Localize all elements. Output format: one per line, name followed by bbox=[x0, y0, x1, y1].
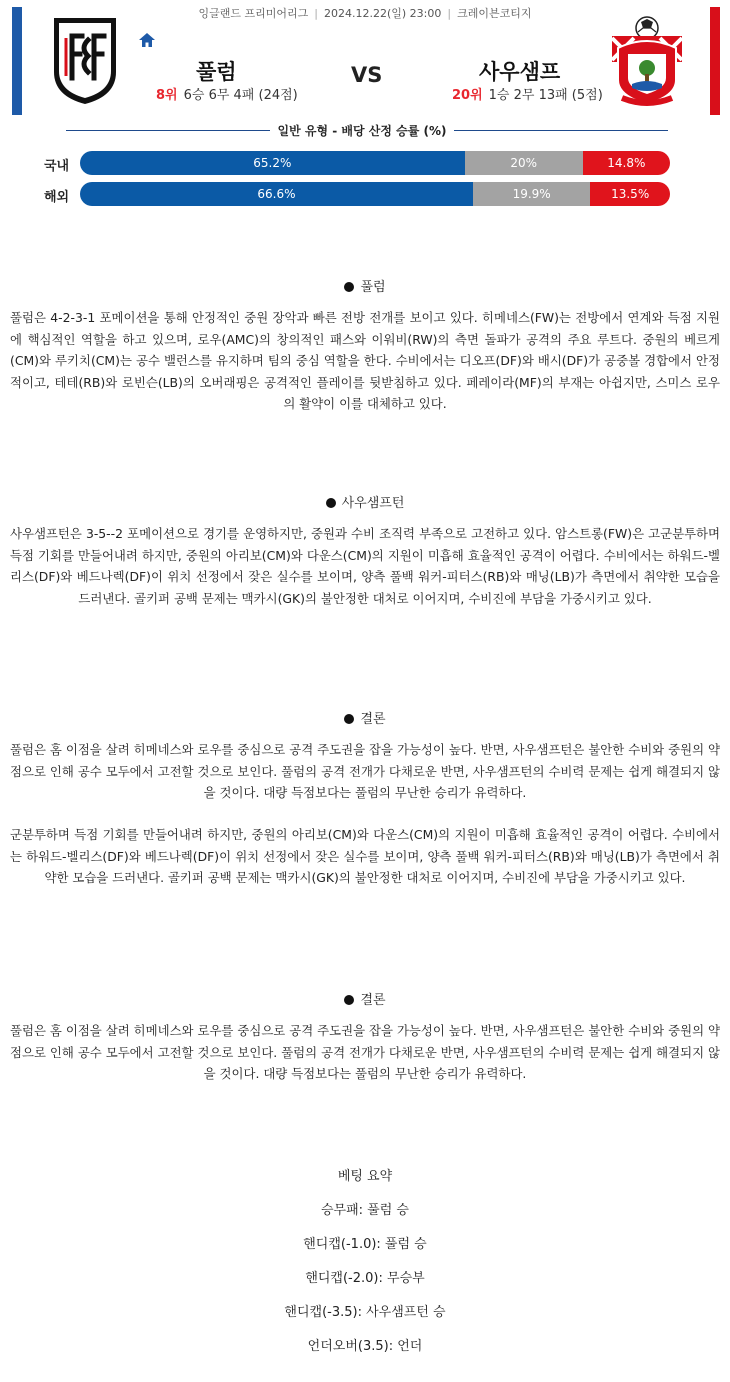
match-datetime: 2024.12.22(일) 23:00 bbox=[323, 7, 442, 20]
overseas-lose-segment: 13.5% bbox=[590, 182, 670, 206]
away-team-stats: 1승 2무 13패 (5점) bbox=[488, 88, 603, 103]
domestic-win-segment: 65.2% bbox=[80, 151, 465, 175]
home-analysis-heading: 풀럼 bbox=[0, 276, 730, 295]
betting-summary-item: 승무패: 풀럼 승 bbox=[321, 1203, 409, 1218]
overseas-win-segment: 66.6% bbox=[80, 182, 473, 206]
conclusion-heading-2: 결론 bbox=[0, 989, 730, 1008]
vs-label: VS bbox=[351, 63, 383, 87]
overseas-rate-row bbox=[0, 181, 730, 207]
conclusion-text-2: 풀럼은 홈 이점을 살려 히메네스와 로우를 중심으로 공격 주도권을 잡을 가능성이 높다. 반면, 사우샘프턴은 불안한 수비와 중원의 약점으로 인해 공수 모두에서 고전할 것으로 보인다. 풀럼의 공격 전개가 다채로운 반면, 사우샘프턴의 수비력 문제는 쉽게 해결되지 않을 것이다. 대량 득점보다는 풀럼의 무난한 승리가 유력하다. bbox=[10, 1023, 720, 1081]
domestic-rate-label: 국내 bbox=[44, 159, 70, 174]
home-team-rank: 8위 bbox=[156, 88, 178, 103]
overseas-rate-label: 해외 bbox=[44, 190, 70, 205]
domestic-rate-row bbox=[0, 150, 730, 176]
match-venue: 크레이븐코티지 bbox=[457, 7, 532, 20]
rate-title: 일반 유형 - 배당 산정 승률 (%) bbox=[277, 124, 447, 138]
fulham-crest-icon bbox=[50, 14, 120, 106]
home-team-name: 풀럼 bbox=[196, 60, 237, 84]
away-team-rank: 20위 bbox=[452, 88, 483, 103]
domestic-lose-segment: 14.8% bbox=[583, 151, 670, 175]
conclusion-heading: 결론 bbox=[0, 708, 730, 727]
away-accent-bar bbox=[710, 7, 720, 115]
domestic-draw-segment: 20% bbox=[465, 151, 583, 175]
overseas-rate-bar bbox=[80, 182, 670, 206]
betting-summary-item: 핸디캡(-1.0): 풀럼 승 bbox=[303, 1237, 427, 1252]
league-name: 잉글랜드 프리미어리그 bbox=[198, 7, 309, 20]
bullet-dot-icon bbox=[326, 498, 336, 508]
rate-title-divider-right bbox=[454, 130, 668, 131]
betting-summary-item: 핸디캡(-3.5): 사우샘프턴 승 bbox=[284, 1305, 446, 1320]
betting-summary-item: 핸디캡(-2.0): 무승부 bbox=[305, 1271, 425, 1286]
overseas-draw-segment: 19.9% bbox=[473, 182, 590, 206]
southampton-crest-icon bbox=[604, 14, 690, 108]
betting-summary-item: 언더오버(3.5): 언더 bbox=[307, 1339, 423, 1354]
away-team-record bbox=[452, 84, 603, 103]
rate-title-divider-left bbox=[66, 130, 270, 131]
bullet-dot-icon bbox=[344, 282, 354, 292]
home-team-record bbox=[156, 84, 298, 103]
away-team-name: 사우샘프 bbox=[479, 60, 561, 84]
betting-summary-title: 베팅 요약 bbox=[337, 1169, 393, 1184]
match-meta: 잉글랜드 프리미어리그 | 2024.12.22(일) 23:00 | 크레이븐코티지 bbox=[198, 7, 532, 20]
conclusion-text: 풀럼은 홈 이점을 살려 히메네스와 로우를 중심으로 공격 주도권을 잡을 가능성이 높다. 반면, 사우샘프턴은 불안한 수비와 중원의 약점으로 인해 공수 모두에서 고전할 것으로 보인다. 풀럼의 공격 전개가 다채로운 반면, 사우샘프턴의 수비력 문제는 쉽게 해결되지 않을 것이다. 대량 득점보다는 풀럼의 무난한 승리가 유력하다. bbox=[10, 742, 720, 800]
conclusion-extra-text: 군분투하며 득점 기회를 만들어내려 하지만, 중원의 아리보(CM)와 다운스(CM)의 지원이 미흡해 효율적인 공격이 어렵다. 수비에서는 하워드-벨리스(DF)와 베드나렉(DF)이 위치 선정에서 잦은 실수를 보이며, 양측 풀백 워커-피터스(RB)와 매닝(LB)가 측면에서 취약한 모습을 드러낸다. 골키퍼 공백 문제는 맥카시(GK)의 불안정한 대처로 이어지며, 수비진에 부담을 가중시키고 있다. bbox=[10, 827, 720, 885]
bullet-dot-icon bbox=[344, 714, 354, 724]
bullet-dot-icon bbox=[344, 995, 354, 1005]
home-team-stats: 6승 6무 4패 (24점) bbox=[183, 88, 298, 103]
home-analysis-text: 풀럼은 4-2-3-1 포메이션을 통해 안정적인 중원 장악과 빠른 전방 전개를 보이고 있다. 히메네스(FW)는 전방에서 연계와 득점 지원에 핵심적인 역할을 하고 있으며, 로우(AMC)의 창의적인 패스와 이워비(RW)의 측면 돌파가 공격의 주요 루트다. 중원의 베르게(CM)와 루키치(CM)는 공수 밸런스를 유지하며 팀의 중심 역할을 한다. 수비에서는 디오프(DF)와 배시(DF)가 공중볼 경합에서 안정적이고, 테테(RB)와 로빈슨(LB)의 오버래핑은 공격적인 플레이를 뒷받침하고 있다. 페레이라(MF)의 부재는 아쉽지만, 스미스 로우의 활약이 이를 대체하고 있다. bbox=[10, 310, 720, 411]
home-accent-bar bbox=[12, 7, 22, 115]
home-icon[interactable] bbox=[138, 32, 156, 48]
away-analysis-text: 사우샘프턴은 3-5--2 포메이션으로 경기를 운영하지만, 중원과 수비 조직력 부족으로 고전하고 있다. 암스트롱(FW)은 고군분투하며 득점 기회를 만들어내려 하지만, 중원의 아리보(CM)와 다운스(CM)의 지원이 미흡해 효율적인 공격이 어렵다. 수비에서는 하워드-벨리스(DF)와 베드나렉(DF)이 위치 선정에서 잦은 실수를 보이며, 양측 풀백 워커-피터스(RB)와 매닝(LB)가 측면에서 취약한 모습을 드러낸다. 골키퍼 공백 문제는 맥카시(GK)의 불안정한 대처로 이어지며, 수비진에 부담을 가중시키고 있다. bbox=[10, 526, 720, 606]
domestic-rate-bar bbox=[80, 151, 670, 175]
away-analysis-heading: 사우샘프턴 bbox=[0, 492, 730, 511]
